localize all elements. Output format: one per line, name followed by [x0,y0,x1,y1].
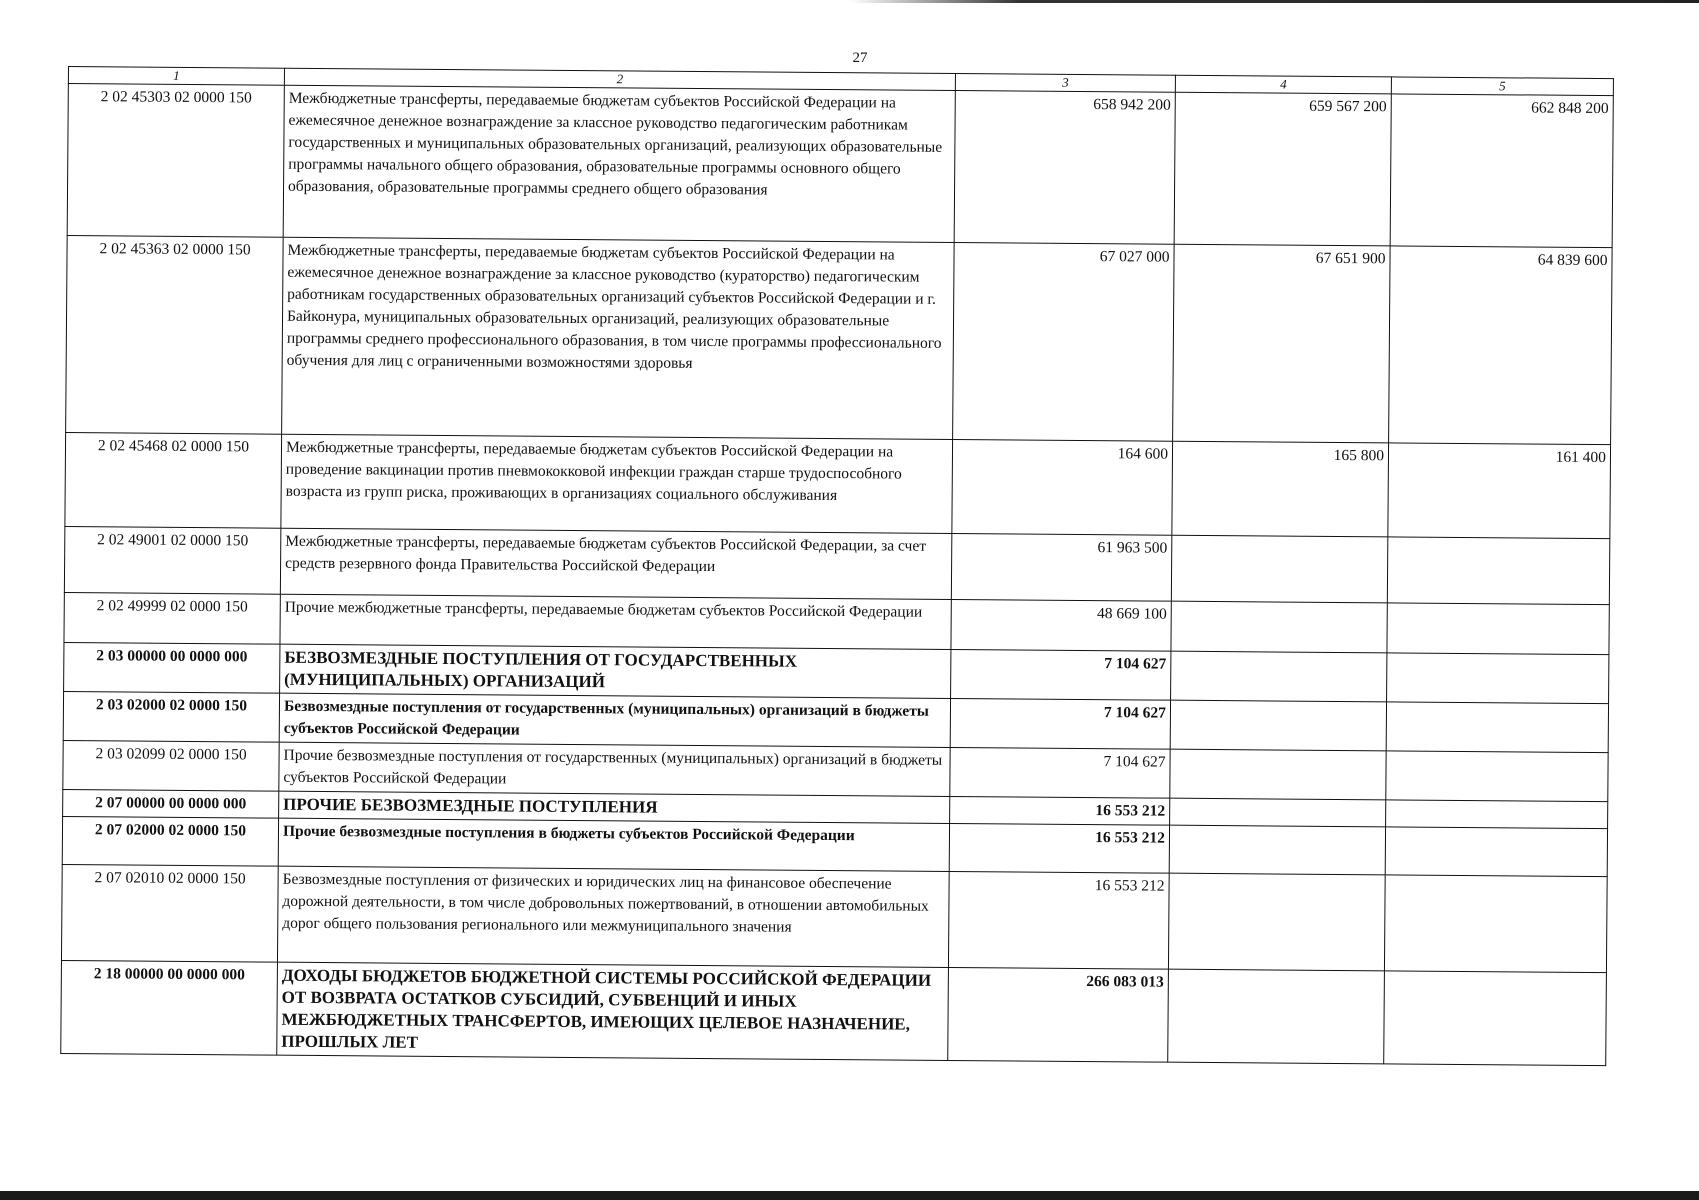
revenue-name-cell: БЕЗВОЗМЕЗДНЫЕ ПОСТУПЛЕНИЯ ОТ ГОСУДАРСТВЕННЫХ (МУНИЦИПАЛЬНЫХ) ОРГАНИЗАЦИЙ [280,644,951,698]
amount-year-3-cell: 64 839 600 [1389,246,1613,445]
budget-code-cell: 2 02 45468 02 0000 150 [65,432,282,528]
budget-code-cell: 2 07 02010 02 0000 150 [61,864,278,962]
amount-year-1-cell: 48 669 100 [951,599,1171,651]
amount-year-3-cell [1386,702,1608,753]
amount-year-2-cell [1171,601,1387,653]
amount-year-2-cell [1168,969,1385,1064]
amount-year-1-cell: 16 553 212 [949,823,1169,873]
amount-year-2-cell [1170,700,1386,751]
revenue-name-cell: Прочие безвозмездные поступления от государственных (муниципальных) организаций в бюджеты субъектов Российской Федерации [279,742,950,796]
budget-code-cell: 2 02 45363 02 0000 150 [66,235,284,434]
amount-year-1-cell: 266 083 013 [948,967,1169,1062]
revenue-name-cell: Прочие межбюджетные трансферты, передаваемые бюджетам субъектов Российской Федерации [280,594,951,649]
budget-code-cell: 2 18 00000 00 0000 000 [61,960,278,1055]
amount-year-1-cell: 61 963 500 [951,533,1172,601]
amount-year-3-cell [1387,653,1609,704]
amount-year-2-cell: 659 567 200 [1174,92,1391,246]
page-number: 27 [852,50,868,66]
budget-code-cell: 2 03 02000 02 0000 150 [63,691,279,742]
amount-year-2-cell: 165 800 [1172,441,1389,537]
revenue-name-cell: Межбюджетные трансферты, передаваемые бюджетам субъектов Российской Федерации, за счет средств резервного фонда Правительства Российской Федерации [280,528,951,599]
scan-edge-top [0,0,1699,3]
amount-year-2-cell [1170,798,1386,827]
amount-year-1-cell: 16 553 212 [950,796,1170,825]
amount-year-3-cell [1386,800,1608,829]
column-header-4: 4 [1175,75,1391,94]
amount-year-2-cell: 67 651 900 [1173,244,1391,443]
revenue-name-cell: Прочие безвозмездные поступления в бюджеты субъектов Российской Федерации [278,818,949,871]
amount-year-3-cell [1387,537,1610,605]
amount-year-3-cell: 161 400 [1388,443,1611,539]
column-header-1: 1 [68,67,284,86]
amount-year-2-cell [1168,873,1385,971]
revenue-name-cell: ПРОЧИЕ БЕЗВОЗМЕЗДНЫЕ ПОСТУПЛЕНИЯ [279,791,950,823]
revenue-name-cell: Межбюджетные трансферты, передаваемые бюджетам субъектов Российской Федерации на ежемесячное денежное вознаграждение за классное руководство (кураторство) педагогическим работникам государственных образовательных организаций субъектов Российской Федерации и г. Байконура, муниципальных образовательных организаций, реализующих образовательные программы среднего профессионального образования, в том числе программы профессионального обучения для лиц с ограниченными возможностями здоровья [282,237,955,439]
column-header-2: 2 [284,68,955,90]
table-row [65,432,1611,538]
amount-year-2-cell [1170,749,1386,800]
budget-code-cell: 2 02 49999 02 0000 150 [64,592,280,644]
amount-year-2-cell [1171,651,1387,702]
revenue-name-cell: Безвозмездные поступления от физических и юридических лиц на финансовое обеспечение дорожной деятельности, в том числе добровольных пожертвований, в отношении автомобильных дорог общего пользования регионального или межмуниципального значения [277,866,949,967]
table-row [61,960,1607,1065]
revenue-name-cell: ДОХОДЫ БЮДЖЕТОВ БЮДЖЕТНОЙ СИСТЕМЫ РОССИЙСКОЙ ФЕДЕРАЦИИ ОТ ВОЗВРАТА ОСТАТКОВ СУБСИДИЙ, СУБВЕНЦИЙ И ИНЫХ МЕЖБЮДЖЕТНЫХ ТРАНСФЕРТОВ, ИМЕЮЩИХ ЦЕЛЕВОЕ НАЗНАЧЕНИЕ, ПРОШЛЫХ ЛЕТ [277,962,949,1060]
revenue-name-cell: Межбюджетные трансферты, передаваемые бюджетам субъектов Российской Федерации на проведение вакцинации против пневмококковой инфекции граждан старше трудоспособного возраста из групп риска, проживающих в организациях социального обслуживания [281,434,953,533]
amount-year-3-cell [1384,971,1607,1066]
amount-year-2-cell [1169,825,1385,875]
amount-year-3-cell [1387,603,1609,655]
amount-year-1-cell: 658 942 200 [954,90,1175,244]
amount-year-1-cell: 7 104 627 [950,698,1170,749]
amount-year-3-cell [1384,875,1607,973]
table-body [61,84,1614,1066]
column-header-3: 3 [955,73,1175,92]
amount-year-1-cell: 164 600 [952,439,1173,535]
table-row [64,526,1609,604]
revenue-name-cell: Безвозмездные поступления от государственных (муниципальных) организаций в бюджеты субъектов Российской Федерации [279,693,950,747]
budget-code-cell: 2 07 00000 00 0000 000 [63,789,279,818]
table-row [61,864,1607,972]
column-header-5: 5 [1391,77,1613,96]
revenue-table [60,66,1614,1066]
budget-code-cell: 2 02 49001 02 0000 150 [64,526,281,594]
table-row [67,84,1613,248]
amount-year-3-cell [1386,751,1608,802]
amount-year-3-cell: 662 848 200 [1390,94,1613,248]
budget-code-cell: 2 03 02099 02 0000 150 [63,740,279,791]
amount-year-1-cell: 7 104 627 [951,649,1171,700]
amount-year-1-cell: 16 553 212 [948,871,1169,969]
budget-code-cell: 2 07 02000 02 0000 150 [62,816,278,866]
amount-year-1-cell: 7 104 627 [950,747,1170,798]
revenue-name-cell: Межбюджетные трансферты, передаваемые бюджетам субъектов Российской Федерации на ежемесячное денежное вознаграждение за классное руководство педагогическим работникам государственных и муниципальных образовательных организаций, реализующих образовательные программы начального общего образования, образовательные программы основного общего образования, образовательные программы среднего общего образования [283,85,955,242]
scan-edge-bottom [0,1191,1699,1200]
budget-code-cell: 2 03 00000 00 0000 000 [64,642,280,693]
amount-year-1-cell: 67 027 000 [953,242,1175,441]
amount-year-3-cell [1385,827,1607,877]
amount-year-2-cell [1171,535,1388,603]
budget-code-cell: 2 02 45303 02 0000 150 [67,84,284,238]
table-row [66,235,1612,444]
